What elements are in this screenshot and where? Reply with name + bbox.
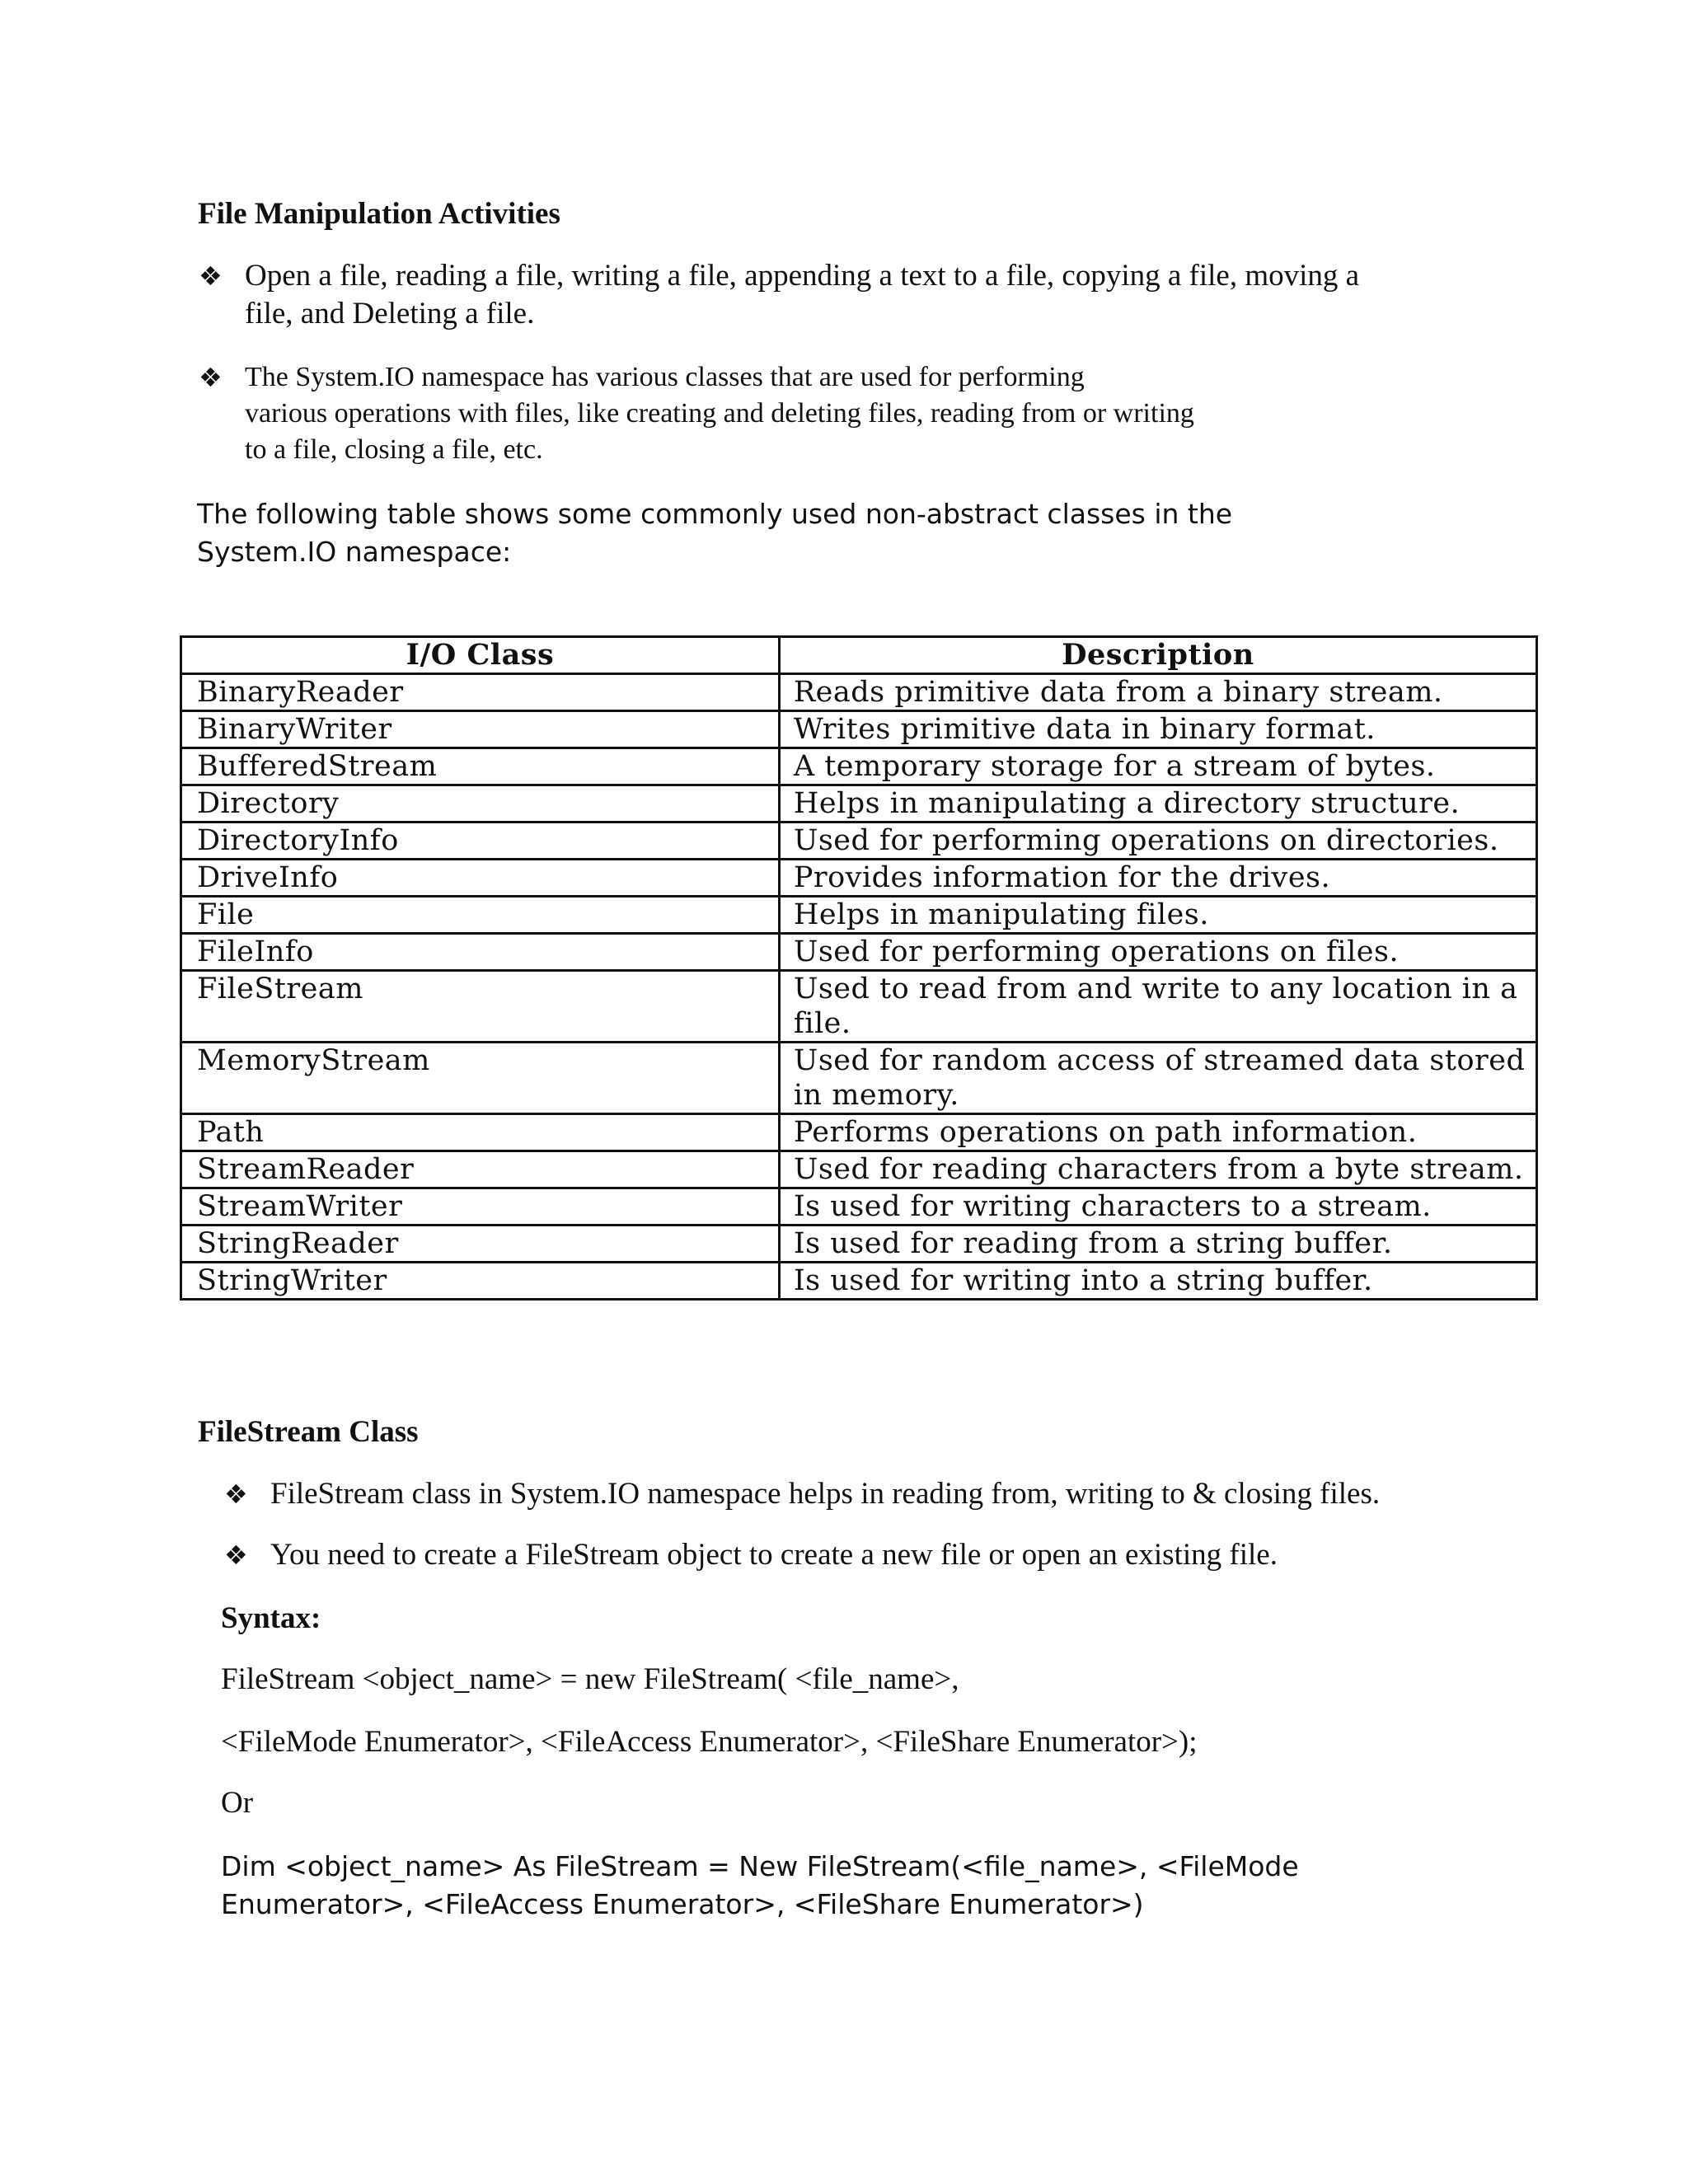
description-cell: Used to read from and write to any location in a file. xyxy=(779,971,1536,1043)
table-row xyxy=(181,1151,1537,1188)
syntax-line: FileStream <object_name> = new FileStream( <file_name>, xyxy=(221,1662,959,1696)
class-name-cell: StringWriter xyxy=(181,1263,780,1300)
description-cell: Used for reading characters from a byte stream. xyxy=(779,1151,1536,1188)
column-header-description: Description xyxy=(779,637,1536,674)
diamond-bullet-icon: ❖ xyxy=(224,1479,248,1510)
table-header-row xyxy=(181,637,1537,674)
bullet-text-line: The System.IO namespace has various classes that are used for performing xyxy=(245,362,1085,392)
class-name-cell: FileStream xyxy=(181,971,780,1043)
class-name-cell: BinaryWriter xyxy=(181,711,780,748)
table-row xyxy=(181,748,1537,785)
table-row xyxy=(181,823,1537,860)
description-cell: Writes primitive data in binary format. xyxy=(779,711,1536,748)
description-cell: Is used for writing into a string buffer. xyxy=(779,1263,1536,1300)
class-name-cell: FileInfo xyxy=(181,934,780,971)
bullet-text-line: Open a file, reading a file, writing a file, appending a text to a file, copying a file, moving a xyxy=(245,259,1360,293)
class-name-cell: MemoryStream xyxy=(181,1043,780,1114)
diamond-bullet-icon: ❖ xyxy=(224,1540,248,1571)
section-heading-filestream-class: FileStream Class xyxy=(198,1415,419,1449)
class-name-cell: StreamWriter xyxy=(181,1188,780,1226)
intro-text-line: System.IO namespace: xyxy=(197,536,512,568)
bullet-item xyxy=(199,359,1316,468)
bullet-item xyxy=(224,1536,1523,1574)
description-cell: Performs operations on path information. xyxy=(779,1114,1536,1151)
class-name-cell: BufferedStream xyxy=(181,748,780,785)
description-cell: Is used for reading from a string buffer. xyxy=(779,1226,1536,1263)
vb-syntax-block xyxy=(221,1848,1540,1924)
table-row xyxy=(181,785,1537,823)
table-row xyxy=(181,1188,1537,1226)
vb-syntax-line: Dim <object_name> As FileStream = New FileStream(<file_name>, <FileMode xyxy=(221,1850,1299,1882)
bullet-item xyxy=(199,257,1465,333)
table-row xyxy=(181,1263,1537,1300)
table-row xyxy=(181,971,1537,1043)
table-row xyxy=(181,897,1537,934)
diamond-bullet-icon: ❖ xyxy=(199,362,223,393)
description-cell: Used for performing operations on files. xyxy=(779,934,1536,971)
description-cell: Provides information for the drives. xyxy=(779,860,1536,897)
description-cell: Helps in manipulating files. xyxy=(779,897,1536,934)
class-name-cell: DirectoryInfo xyxy=(181,823,780,860)
description-cell: A temporary storage for a stream of bytes. xyxy=(779,748,1536,785)
or-label: Or xyxy=(221,1786,254,1820)
bullet-text-line: file, and Deleting a file. xyxy=(245,297,535,330)
class-name-cell: Path xyxy=(181,1114,780,1151)
intro-text-line: The following table shows some commonly used non-abstract classes in the xyxy=(197,498,1233,530)
bullet-text-line: various operations with files, like creating and deleting files, reading from or writing xyxy=(245,398,1194,429)
table-row xyxy=(181,1043,1537,1114)
diamond-bullet-icon: ❖ xyxy=(199,260,223,292)
bullet-item xyxy=(224,1475,1523,1513)
bullet-text-line: FileStream class in System.IO namespace helps in reading from, writing to & closing files. xyxy=(270,1477,1381,1511)
table-intro-paragraph xyxy=(197,495,1268,571)
table-row xyxy=(181,1226,1537,1263)
class-name-cell: BinaryReader xyxy=(181,674,780,711)
description-cell: Used for performing operations on directories. xyxy=(779,823,1536,860)
table-row xyxy=(181,1114,1537,1151)
table-row xyxy=(181,674,1537,711)
table-row xyxy=(181,934,1537,971)
class-name-cell: Directory xyxy=(181,785,780,823)
description-cell: Helps in manipulating a directory structure. xyxy=(779,785,1536,823)
table-row xyxy=(181,711,1537,748)
class-name-cell: StringReader xyxy=(181,1226,780,1263)
class-name-cell: DriveInfo xyxy=(181,860,780,897)
description-cell: Is used for writing characters to a stream. xyxy=(779,1188,1536,1226)
table-row xyxy=(181,860,1537,897)
io-classes-table xyxy=(180,635,1538,1301)
description-cell: Reads primitive data from a binary stream. xyxy=(779,674,1536,711)
syntax-label: Syntax: xyxy=(221,1601,321,1635)
bullet-text-line: You need to create a FileStream object to create a new file or open an existing file. xyxy=(270,1538,1278,1572)
class-name-cell: File xyxy=(181,897,780,934)
description-cell: Used for random access of streamed data stored in memory. xyxy=(779,1043,1536,1114)
syntax-line: <FileMode Enumerator>, <FileAccess Enumerator>, <FileShare Enumerator>); xyxy=(221,1725,1198,1759)
section-heading-file-manipulation: File Manipulation Activities xyxy=(198,197,560,231)
column-header-io-class: I/O Class xyxy=(181,637,780,674)
vb-syntax-line: Enumerator>, <FileAccess Enumerator>, <FileShare Enumerator>) xyxy=(221,1888,1144,1920)
bullet-text-line: to a file, closing a file, etc. xyxy=(245,434,543,465)
class-name-cell: StreamReader xyxy=(181,1151,780,1188)
